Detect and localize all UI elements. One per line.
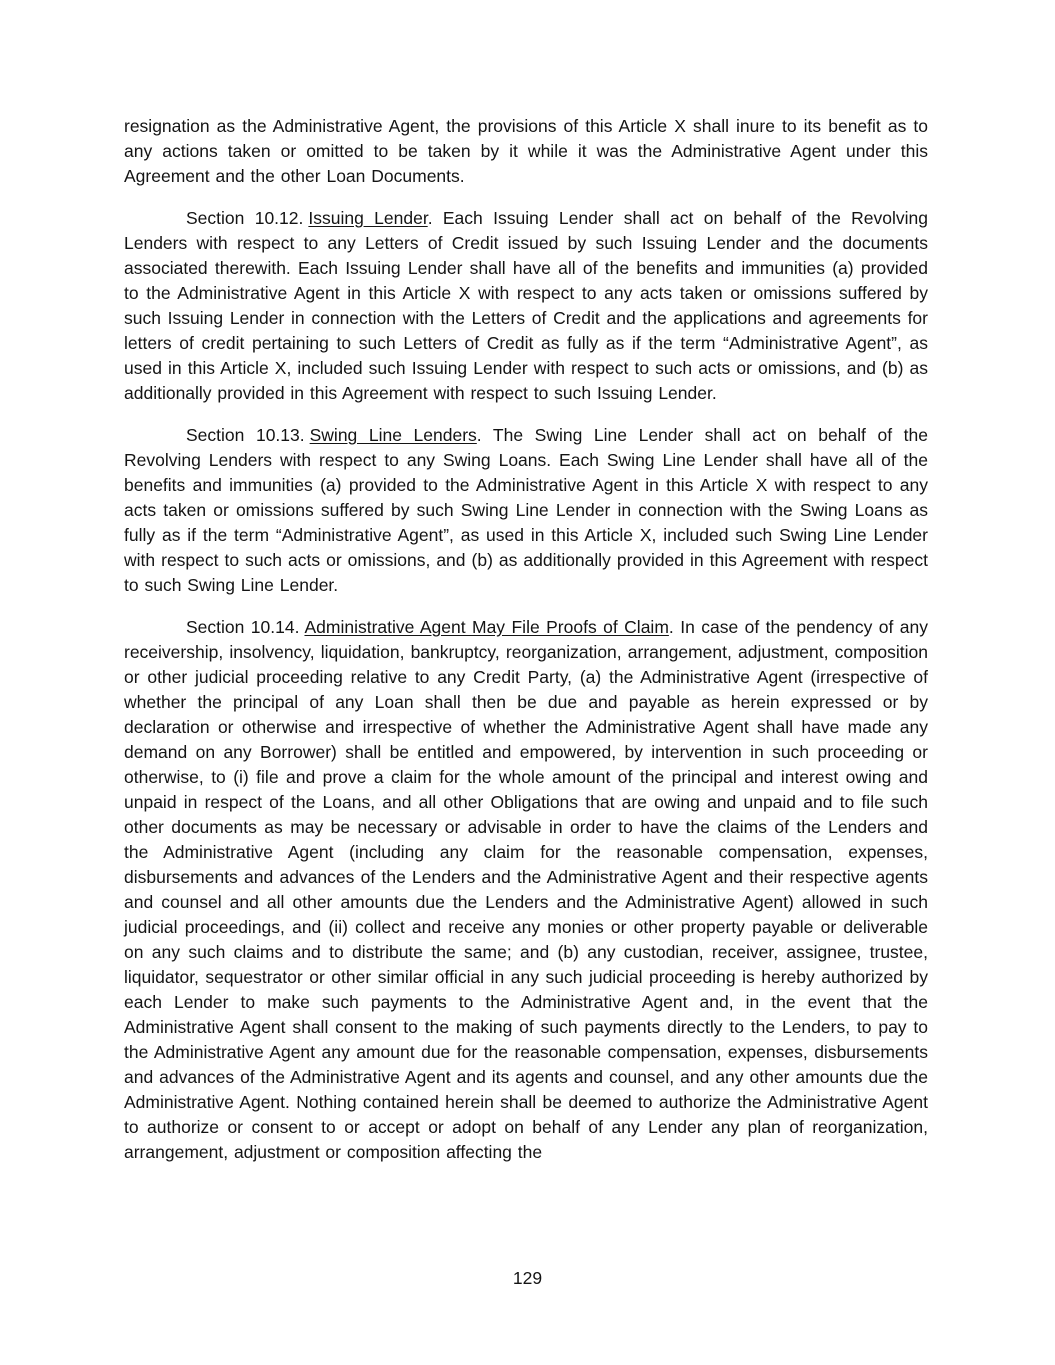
section-10-12-title: Issuing Lender [308,208,428,228]
paragraph-continuation: resignation as the Administrative Agent, the provisions of this Article X shall inure to its benefit as to any actions taken or omitted to be taken by it while it was the Administrative Agent under this Agreement and the other Loan Documents. [124,116,928,186]
section-10-14-body: . In case of the pendency of any receivership, insolvency, liquidation, bankruptcy, reorganization, arrangement, adjustment, composition or other judicial proceeding relative to any Credit Party, (a) the Administrative Agent (irrespective of whether the principal of any Loan shall then be due and payable as herein expressed or by declaration or otherwise and irrespective of whether the Administrative Agent shall have made any demand on any Borrower) shall be entitled and empowered, by intervention in such proceeding or otherwise, to (i) file and prove a claim for the whole amount of the principal and interest owing and unpaid in respect of the Loans, and all other Obligations that are owing and unpaid and to file such other documents as may be necessary or advisable in order to have the claims of the Lenders and the Administrative Agent (including any claim for the reasonable compensation, expenses, disbursements and advances of the Lenders and the Administrative Agent and their respective agents and counsel and all other amounts due the Lenders and the Administrative Agent) allowed in such judicial proceedings, and (ii) collect and receive any monies or other property payable or deliverable on any such claims and to distribute the same; and (b) any custodian, receiver, assignee, trustee, liquidator, sequestrator or other similar official in any such judicial proceeding is hereby authorized by each Lender to make such payments to the Administrative Agent and, in the event that the Administrative Agent shall consent to the making of such payments directly to the Lenders, to pay to the Administrative Agent any amount due for the reasonable compensation, expenses, disbursements and advances of the Administrative Agent and its agents and counsel, and any other amounts due the Administrative Agent. Nothing contained herein shall be deemed to authorize the Administrative Agent to authorize or consent to or accept or adopt on behalf of any Lender any plan of reorganization, arrangement, adjustment or composition affecting the [124,617,928,1162]
section-10-13-body: . The Swing Line Lender shall act on behalf of the Revolving Lenders with respect to any Swing Loans. Each Swing Line Lender shall have all of the benefits and immunities (a) provided to the Administrative Agent in this Article X with respect to any acts taken or omissions suffered by such Swing Line Lender in connection with the Swing Loans as fully as if the term “Administrative Agent”, as used in this Article X, included such Swing Line Lender with respect to such acts or omissions, and (b) as additionally provided in this Agreement with respect to such Swing Line Lender. [124,425,929,595]
section-10-13-title: Swing Line Lenders [309,425,477,445]
page-number: 129 [512,1268,543,1288]
section-10-12-body: . Each Issuing Lender shall act on behalf of the Revolving Lenders with respect to any Letters of Credit issued by such Issuing Lender and the documents associated therewith. Each Issuing Lender shall have all of the benefits and immunities (a) provided to the Administrative Agent in this Article X with respect to any acts taken or omissions suffered by such Issuing Lender in connection with the Letters of Credit and the applications and agreements for letters of credit pertaining to such Letters of Credit as fully as if the term “Administrative Agent”, as used in this Article X, included such Issuing Lender with respect to such acts or omissions, and (b) as additionally provided in this Agreement with respect to such Issuing Lender. [124,208,928,403]
section-10-13-label: Section 10.13. [186,425,305,445]
paragraph-section-10-12 [124,206,928,406]
section-10-14-title: Administrative Agent May File Proofs of Claim [304,617,669,637]
paragraph-section-10-14 [124,615,928,1165]
section-10-14-label: Section 10.14. [186,617,300,637]
section-10-12-label: Section 10.12. [186,208,304,228]
paragraph-section-10-13 [124,423,928,598]
